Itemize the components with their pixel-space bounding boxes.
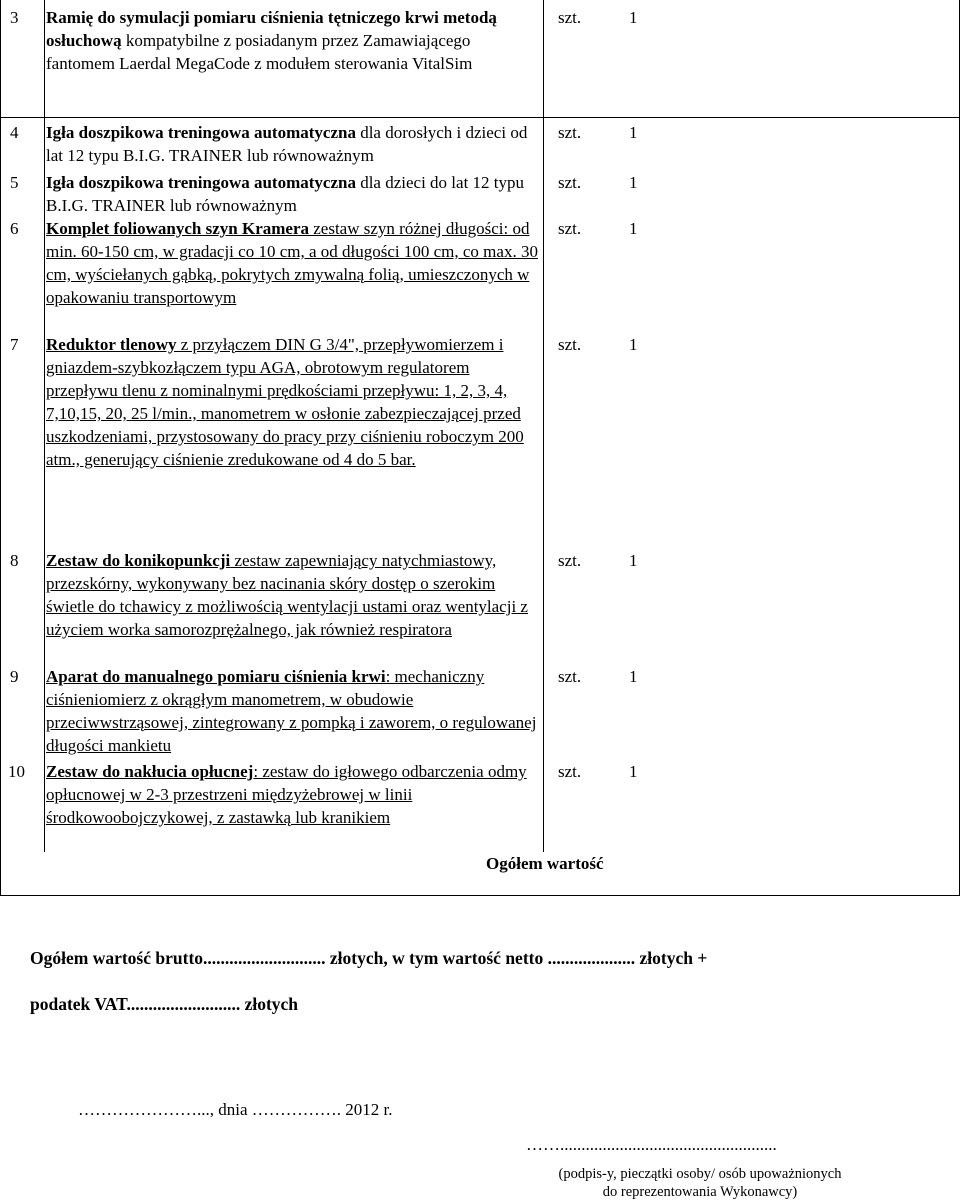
row-number: 9 bbox=[10, 667, 19, 686]
row-title: Komplet foliowanych szyn Kramera bbox=[46, 219, 309, 238]
row-unit: szt. bbox=[558, 551, 582, 570]
row-unit: szt. bbox=[558, 335, 582, 354]
row-description bbox=[46, 333, 542, 471]
row-title: Igła doszpikowa treningowa automatyczna bbox=[46, 173, 356, 192]
row-unit: szt. bbox=[558, 219, 582, 238]
place-date-line: …………………..., dnia ……………. 2012 r. bbox=[78, 1100, 393, 1119]
row-quantity: 1 bbox=[629, 551, 638, 570]
row-details: : zestaw do igłowego odbarczenia odmy opłucnowej w 2-3 przestrzeni międzyżebrowej w linii środkowoobojczykowej, z zastawką lub kranikiem bbox=[46, 762, 527, 827]
table-border-left bbox=[0, 0, 1, 895]
row-number: 4 bbox=[10, 123, 19, 142]
signature-caption-line: (podpis-y, pieczątki osoby/ osób upoważnionych bbox=[558, 1166, 842, 1182]
row-quantity: 1 bbox=[629, 123, 638, 142]
row-quantity: 1 bbox=[629, 173, 638, 192]
row-details: z przyłączem DIN G 3/4", przepływomierzem i gniazdem-szybkozłączem typu AGA, obrotowym regulatorem przepływu tlenu z nominalnymi prędkościami przepływu: 1, 2, 3, 4, 7,10,15, 20, 25 l/min., manometrem w osłonie zabezpieczającej przed uszkodzeniami, przystosowany do pracy przy ciśnieniu roboczym 200 atm., generujący ciśnienie zredukowane od 4 do 5 bar. bbox=[46, 335, 524, 469]
row-divider bbox=[0, 117, 960, 118]
row-title: Ramię do symulacji pomiaru ciśnienia tętniczego krwi metodą osłuchową bbox=[46, 8, 497, 50]
row-number: 6 bbox=[10, 219, 19, 238]
signature-line: ……................................................... bbox=[526, 1135, 777, 1154]
summary-gross-net: Ogółem wartość brutto............................ złotych, w tym wartość netto .................... złotych + bbox=[30, 948, 708, 968]
row-description bbox=[46, 760, 542, 829]
signature-caption-line: do reprezentowania Wykonawcy) bbox=[602, 1184, 798, 1200]
row-unit: szt. bbox=[558, 173, 582, 192]
table-border-bottom bbox=[0, 895, 960, 896]
table-total-label: Ogółem wartość bbox=[486, 854, 604, 873]
row-description bbox=[46, 121, 542, 167]
row-title: Zestaw do nakłucia opłucnej bbox=[46, 762, 254, 781]
table-col-divider bbox=[44, 0, 45, 852]
row-number: 5 bbox=[10, 173, 19, 192]
row-quantity: 1 bbox=[629, 8, 638, 27]
row-number: 8 bbox=[10, 551, 19, 570]
row-description bbox=[46, 6, 542, 75]
row-number: 3 bbox=[10, 8, 19, 27]
row-unit: szt. bbox=[558, 123, 582, 142]
row-description bbox=[46, 549, 542, 641]
row-details: dla dorosłych i dzieci od lat 12 typu B.I.G. TRAINER lub równoważnym bbox=[46, 123, 528, 165]
row-title: Aparat do manualnego pomiaru ciśnienia krwi bbox=[46, 667, 386, 686]
row-unit: szt. bbox=[558, 762, 582, 781]
row-details: zestaw szyn różnej długości: od min. 60-150 cm, w gradacji co 10 cm, a od długości 100 cm, co max. 30 cm, wyściełanych gąbką, pokrytych zmywalną folią, umieszczonych w opakowaniu transportowym bbox=[46, 219, 538, 307]
row-title: Igła doszpikowa treningowa automatyczna bbox=[46, 123, 356, 142]
table-col-divider bbox=[543, 0, 544, 852]
row-quantity: 1 bbox=[629, 219, 638, 238]
row-description bbox=[46, 171, 542, 217]
row-description bbox=[46, 217, 542, 309]
row-unit: szt. bbox=[558, 667, 582, 686]
row-details: dla dzieci do lat 12 typu B.I.G. TRAINER lub równoważnym bbox=[46, 173, 525, 215]
row-details: zestaw zapewniający natychmiastowy, przezskórny, wykonywany bez nacinania skóry dostęp o szerokim świetle do tchawicy z możliwością wentylacji ustami oraz wentylacji z użyciem worka samorozprężalnego, jak również respiratora bbox=[46, 551, 528, 639]
row-quantity: 1 bbox=[629, 667, 638, 686]
row-details: : mechaniczny ciśnieniomierz z okrągłym manometrem, w obudowie przeciwwstrząsowej, zintegrowany z pompką i zaworem, o regulowanej długości mankietu bbox=[46, 667, 537, 755]
row-title: Zestaw do konikopunkcji bbox=[46, 551, 231, 570]
row-description bbox=[46, 665, 542, 757]
signature-caption bbox=[500, 1165, 900, 1201]
row-quantity: 1 bbox=[629, 335, 638, 354]
row-unit: szt. bbox=[558, 8, 582, 27]
row-quantity: 1 bbox=[629, 762, 638, 781]
summary-vat: podatek VAT.......................... złotych bbox=[30, 994, 299, 1014]
row-title: Reduktor tlenowy bbox=[46, 335, 177, 354]
row-details: kompatybilne z posiadanym przez Zamawiającego fantomem Laerdal MegaCode z modułem sterowania VitalSim bbox=[46, 31, 473, 73]
row-number: 7 bbox=[10, 335, 19, 354]
row-number: 10 bbox=[8, 762, 25, 781]
